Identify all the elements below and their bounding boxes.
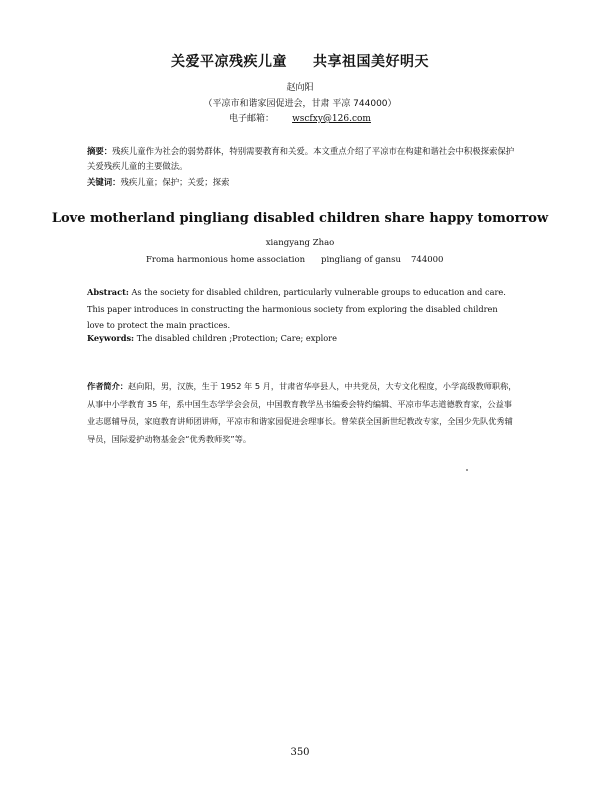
email-line bbox=[0, 111, 600, 124]
english-title: Love motherland pingliang disabled children share happy tomorrow bbox=[51, 211, 549, 226]
author-bio bbox=[87, 378, 517, 448]
abstract-cn-text: 残疾儿童作为社会的弱势群体，特别需要教育和关爱。本文重点介绍了平凉市在构建和谐社会中积极探索保护关爱残疾儿童的主要做法。 bbox=[87, 146, 515, 171]
keywords-cn bbox=[87, 176, 517, 188]
scan-speck bbox=[466, 469, 468, 471]
keywords-cn-label: 关键词： bbox=[87, 177, 121, 187]
keywords-en-label: Keywords: bbox=[87, 333, 135, 343]
author-bio-label: 作者简介： bbox=[87, 381, 128, 391]
abstract-en-label: Abstract: bbox=[87, 287, 129, 297]
keywords-en-text: The disabled children ;Protection; Care; explore bbox=[134, 333, 337, 343]
abstract-en-text: As the society for disabled children, particularly vulnerable groups to education and care. This paper introduces in constructing the harmonious society from exploring the disabled children love to protect the main practices. bbox=[87, 287, 506, 330]
page-number: 350 bbox=[290, 747, 310, 758]
author-bio-text: 赵向阳，男，汉族，生于 1952 年 5 月，甘肃省华亭县人，中共党员，大专文化程度，小学高级教师职称，从事中小学教育 35 年，系中国生态学学会会员，中国教育教学丛书编委会特约编辑、平凉市华志道德教育家，公益事业志愿辅导员，家庭教育讲师团讲师，平凉市和谐家园促进会理事长。曾荣获全国新世纪教改专家，全国少先队优秀辅导员，国际爱护动物基金会“优秀教师奖”等。 bbox=[87, 381, 517, 444]
affiliation-en-postcode: 744000 bbox=[411, 255, 444, 265]
title-part-1: 关爱平凉残疾儿童 bbox=[171, 54, 287, 70]
abstract-en bbox=[87, 284, 517, 334]
affiliation-en-org: Froma harmonious home association bbox=[146, 255, 306, 265]
keywords-cn-text: 残疾儿童；保护；关爱；探索 bbox=[120, 177, 230, 187]
affiliation-en bbox=[146, 255, 466, 265]
abstract-cn-label: 摘要： bbox=[87, 146, 113, 156]
email-address: wscfxy@126.com bbox=[292, 114, 371, 124]
affiliation-cn: （平凉市和谐家园促进会，甘肃 平凉 744000） bbox=[203, 99, 397, 109]
keywords-en bbox=[87, 333, 517, 343]
affiliation-en-place: pingliang of gansu bbox=[321, 255, 401, 265]
author-name-cn: 赵向阳 bbox=[286, 83, 314, 93]
email-label: 电子邮箱： bbox=[229, 114, 275, 124]
abstract-cn bbox=[87, 144, 517, 174]
author-name-en: xiangyang Zhao bbox=[265, 238, 335, 248]
chinese-title bbox=[0, 51, 600, 71]
title-part-2: 共享祖国美好明天 bbox=[313, 54, 429, 70]
